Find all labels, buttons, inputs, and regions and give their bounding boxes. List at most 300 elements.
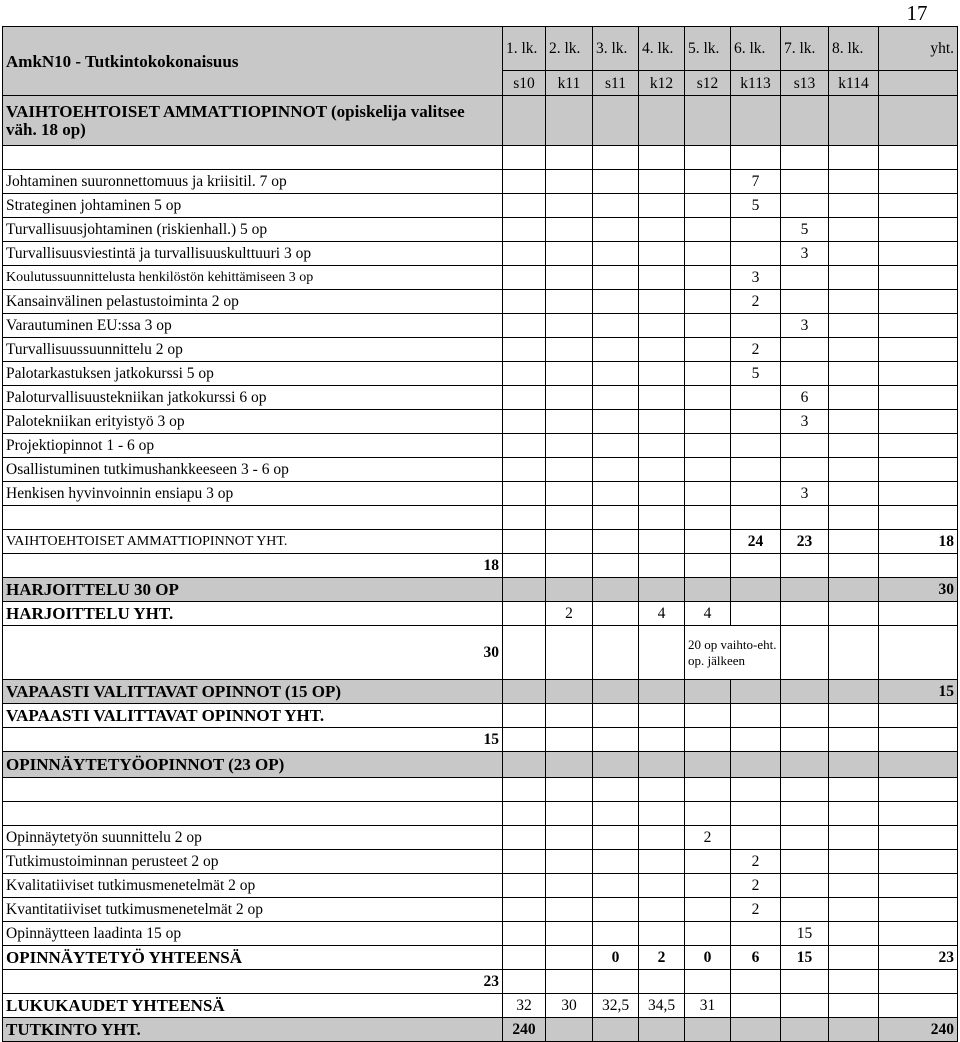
thesis-course-row: [3, 874, 958, 898]
empty-cell: [593, 338, 639, 362]
empty-cell: [781, 826, 829, 850]
empty-cell: [593, 680, 639, 704]
empty-cell: [829, 578, 879, 602]
empty-cell: [879, 826, 958, 850]
semester-code: k113: [731, 71, 781, 96]
empty-cell: [879, 362, 958, 386]
empty-cell: [593, 898, 639, 922]
internship-extra: 30: [3, 626, 503, 680]
empty-cell: [503, 314, 546, 338]
empty-cell: [879, 874, 958, 898]
empty-cell: [879, 554, 958, 578]
empty-cell: [546, 946, 593, 970]
empty-cell: [639, 680, 685, 704]
empty-cell: [503, 970, 546, 994]
empty-cell: [593, 530, 639, 554]
semester-total-value: 32: [503, 994, 546, 1018]
course-row: [3, 410, 958, 434]
empty-cell: [781, 704, 829, 728]
thesis-total-label: OPINNÄYTETYÖ YHTEENSÄ: [3, 946, 503, 970]
empty-cell: [546, 434, 593, 458]
empty-cell: [781, 994, 829, 1018]
empty-cell: [879, 338, 958, 362]
empty-cell: [829, 728, 879, 752]
empty-cell: [685, 266, 731, 290]
empty-cell: [829, 338, 879, 362]
course-row: [3, 170, 958, 194]
empty-cell: [829, 752, 879, 778]
empty-cell: [546, 778, 593, 802]
empty-cell: [731, 826, 781, 850]
course-row: [3, 266, 958, 290]
empty-cell: [731, 578, 781, 602]
empty-cell: [879, 290, 958, 314]
course-row: [3, 242, 958, 266]
empty-cell: [639, 434, 685, 458]
thesis-title: OPINNÄYTETYÖOPINNOT (23 OP): [3, 752, 503, 778]
document-title: AmkN10 - Tutkintokokonaisuus: [3, 27, 503, 96]
empty-cell: [879, 410, 958, 434]
internship-total-label: HARJOITTELU YHT.: [3, 602, 503, 626]
empty-cell: [593, 506, 639, 530]
semester-code: k12: [639, 71, 685, 96]
empty-cell: [879, 170, 958, 194]
empty-cell: [3, 506, 503, 530]
empty-cell: [829, 994, 879, 1018]
empty-cell: [639, 170, 685, 194]
total-header: yht.: [879, 27, 958, 71]
empty-cell: [503, 506, 546, 530]
header-row: [3, 27, 958, 71]
empty-cell: [731, 506, 781, 530]
empty-cell: [685, 410, 731, 434]
empty-cell: [546, 752, 593, 778]
empty-cell: [503, 778, 546, 802]
course-name: Turvallisuussuunnittelu 2 op: [3, 338, 503, 362]
course-name: Paloturvallisuustekniikan jatkokurssi 6 op: [3, 386, 503, 410]
empty-cell: [685, 922, 731, 946]
internship-sem4: 4: [639, 602, 685, 626]
empty-cell: [546, 386, 593, 410]
empty-cell: [546, 218, 593, 242]
empty-cell: [546, 704, 593, 728]
empty-cell: [503, 850, 546, 874]
free-choice-total-label: VAPAASTI VALITTAVAT OPINNOT YHT.: [3, 704, 503, 728]
course-name: Koulutussuunnittelusta henkilöstön kehittämiseen 3 op: [3, 266, 503, 290]
thesis-total-value: 0: [593, 946, 639, 970]
empty-cell: [639, 242, 685, 266]
thesis-course-row: [3, 898, 958, 922]
course-credits: 5: [731, 362, 781, 386]
empty-cell: [685, 482, 731, 506]
empty-cell: [503, 386, 546, 410]
empty-cell: [593, 266, 639, 290]
empty-cell: [829, 922, 879, 946]
empty-cell: [593, 826, 639, 850]
empty-cell: [731, 752, 781, 778]
empty-cell: [639, 146, 685, 170]
empty-cell: [639, 458, 685, 482]
spacer-row: [3, 506, 958, 530]
empty-cell: [503, 578, 546, 602]
empty-cell: [781, 602, 829, 626]
empty-cell: [546, 506, 593, 530]
page-number: 17: [906, 1, 928, 25]
course-name: Varautuminen EU:ssa 3 op: [3, 314, 503, 338]
internship-title-row: [3, 578, 958, 602]
empty-cell: [546, 530, 593, 554]
empty-cell: [731, 218, 781, 242]
empty-cell: [829, 946, 879, 970]
empty-cell: [503, 752, 546, 778]
empty-cell: [546, 266, 593, 290]
empty-cell: [685, 362, 731, 386]
empty-cell: [546, 1018, 593, 1042]
empty-cell: [731, 482, 781, 506]
course-row: [3, 218, 958, 242]
empty-cell: [731, 994, 781, 1018]
optional-total-row: [3, 530, 958, 554]
semester-header: 1. lk.: [503, 27, 546, 71]
empty-cell: [879, 728, 958, 752]
course-name: Palotekniikan erityistyö 3 op: [3, 410, 503, 434]
empty-cell: [685, 970, 731, 994]
empty-cell: [546, 802, 593, 826]
semester-total-value: 31: [685, 994, 731, 1018]
course-row: [3, 386, 958, 410]
empty-cell: [829, 146, 879, 170]
semester-total-value: 34,5: [639, 994, 685, 1018]
semesters-total-label: LUKUKAUDET YHTEENSÄ: [3, 994, 503, 1018]
empty-cell: [781, 802, 829, 826]
empty-cell: [546, 146, 593, 170]
course-credits: 5: [731, 194, 781, 218]
empty-cell: [546, 898, 593, 922]
empty-cell: [546, 680, 593, 704]
section-title-row: [3, 96, 958, 146]
empty-cell: [546, 194, 593, 218]
course-name: Kansainvälinen pelastustoiminta 2 op: [3, 290, 503, 314]
empty-cell: [685, 386, 731, 410]
empty-cell: [546, 850, 593, 874]
empty-cell: [829, 680, 879, 704]
empty-cell: [639, 970, 685, 994]
empty-cell: [503, 338, 546, 362]
empty-cell: [685, 434, 731, 458]
empty-cell: [503, 458, 546, 482]
empty-cell: [879, 994, 958, 1018]
empty-cell: [593, 874, 639, 898]
course-row: [3, 194, 958, 218]
empty-cell: [781, 874, 829, 898]
semester-header: 4. lk.: [639, 27, 685, 71]
empty-cell: [639, 482, 685, 506]
empty-cell: [685, 506, 731, 530]
thesis-course-name: Opinnäytteen laadinta 15 op: [3, 922, 503, 946]
empty-cell: [503, 704, 546, 728]
thesis-course-name: Kvantitatiiviset tutkimusmenetelmät 2 op: [3, 898, 503, 922]
empty-cell: [879, 482, 958, 506]
empty-cell: [781, 266, 829, 290]
empty-cell: [731, 680, 781, 704]
empty-cell: [685, 530, 731, 554]
empty-cell: [503, 434, 546, 458]
empty-cell: [639, 96, 685, 146]
internship-note-row: [3, 626, 958, 680]
empty-cell: [879, 96, 958, 146]
empty-cell: [593, 482, 639, 506]
empty-cell: [503, 826, 546, 850]
empty-cell: [781, 362, 829, 386]
empty-cell: [781, 96, 829, 146]
empty-cell: [685, 1018, 731, 1042]
optional-total-sem7: 23: [781, 530, 829, 554]
empty-cell: [639, 728, 685, 752]
empty-cell: [546, 626, 593, 680]
empty-cell: [829, 266, 879, 290]
empty-cell: [781, 506, 829, 530]
empty-cell: [879, 242, 958, 266]
internship-sem2: 2: [546, 602, 593, 626]
degree-total-row: [3, 1018, 958, 1042]
thesis-total-yht: 23: [879, 946, 958, 970]
course-name: Projektiopinnot 1 - 6 op: [3, 434, 503, 458]
empty-cell: [639, 704, 685, 728]
course-row: [3, 290, 958, 314]
empty-cell: [685, 554, 731, 578]
empty-cell: [593, 602, 639, 626]
empty-cell: [593, 386, 639, 410]
thesis-course-credits: 2: [685, 826, 731, 850]
empty-cell: [593, 410, 639, 434]
empty-cell: [593, 752, 639, 778]
empty-cell: [639, 314, 685, 338]
empty-cell: [639, 290, 685, 314]
empty-cell: [829, 170, 879, 194]
course-name: Osallistuminen tutkimushankkeeseen 3 - 6 op: [3, 458, 503, 482]
free-choice-title-yht: 15: [879, 680, 958, 704]
semester-header: 6. lk.: [731, 27, 781, 71]
internship-total-row: [3, 602, 958, 626]
free-choice-title-row: [3, 680, 958, 704]
empty-cell: [685, 874, 731, 898]
empty-cell: [3, 778, 503, 802]
empty-cell: [593, 434, 639, 458]
empty-cell: [829, 506, 879, 530]
empty-cell: [593, 170, 639, 194]
empty-cell: [781, 898, 829, 922]
empty-cell: [639, 530, 685, 554]
empty-cell: [879, 386, 958, 410]
empty-cell: [639, 266, 685, 290]
empty-cell: [639, 554, 685, 578]
empty-cell: [781, 778, 829, 802]
empty-cell: [731, 1018, 781, 1042]
thesis-extra-row: [3, 970, 958, 994]
empty-cell: [879, 146, 958, 170]
empty-cell: [731, 602, 781, 626]
semester-total-value: 30: [546, 994, 593, 1018]
empty-cell: [829, 530, 879, 554]
empty-cell: [546, 458, 593, 482]
course-credits: 6: [781, 386, 829, 410]
course-row: [3, 314, 958, 338]
thesis-total-value: 6: [731, 946, 781, 970]
empty-cell: [639, 898, 685, 922]
empty-cell: [546, 728, 593, 752]
thesis-course-credits: 2: [731, 850, 781, 874]
course-row: [3, 362, 958, 386]
thesis-total-row: [3, 946, 958, 970]
thesis-course-name: Kvalitatiiviset tutkimusmenetelmät 2 op: [3, 874, 503, 898]
empty-cell: [685, 778, 731, 802]
empty-cell: [731, 970, 781, 994]
empty-cell: [685, 752, 731, 778]
course-credits: 2: [731, 338, 781, 362]
empty-cell: [503, 242, 546, 266]
empty-cell: [781, 434, 829, 458]
internship-title: HARJOITTELU 30 OP: [3, 578, 503, 602]
empty-cell: [639, 410, 685, 434]
course-name: Turvallisuusjohtaminen (riskienhall.) 5 op: [3, 218, 503, 242]
empty-cell: [639, 826, 685, 850]
empty-cell: [546, 578, 593, 602]
empty-cell: [593, 194, 639, 218]
spacer-row: [3, 146, 958, 170]
empty-cell: [879, 602, 958, 626]
empty-cell: [731, 146, 781, 170]
course-name: Turvallisuusviestintä ja turvallisuuskulttuuri 3 op: [3, 242, 503, 266]
empty-cell: [685, 458, 731, 482]
empty-cell: [829, 482, 879, 506]
empty-cell: [685, 146, 731, 170]
empty-cell: [639, 626, 685, 680]
course-credits: 3: [781, 242, 829, 266]
empty-cell: [879, 850, 958, 874]
empty-cell: [593, 578, 639, 602]
optional-total-sem6: 24: [731, 530, 781, 554]
course-name: Johtaminen suuronnettomuus ja kriisitil. 7 op: [3, 170, 503, 194]
empty-cell: [781, 752, 829, 778]
empty-cell: [503, 146, 546, 170]
semester-total-value: 32,5: [593, 994, 639, 1018]
course-credits: 2: [731, 290, 781, 314]
thesis-course-credits: 2: [731, 898, 781, 922]
empty-cell: [593, 626, 639, 680]
empty-cell: [781, 970, 829, 994]
empty-cell: [829, 826, 879, 850]
empty-cell: [685, 314, 731, 338]
optional-total-extra: 18: [3, 554, 503, 578]
semester-code: s10: [503, 71, 546, 96]
empty-cell: [879, 266, 958, 290]
empty-cell: [781, 850, 829, 874]
empty-cell: [879, 970, 958, 994]
course-credits: 3: [781, 482, 829, 506]
course-credits: 5: [781, 218, 829, 242]
empty-cell: [593, 1018, 639, 1042]
empty-cell: [731, 728, 781, 752]
empty-cell: [731, 386, 781, 410]
empty-cell: [829, 1018, 879, 1042]
empty-cell: [829, 242, 879, 266]
empty-cell: [3, 802, 503, 826]
empty-cell: [829, 626, 879, 680]
empty-cell: [685, 218, 731, 242]
empty-cell: [829, 802, 879, 826]
empty-cell: [829, 554, 879, 578]
semester-code: k114: [829, 71, 879, 96]
empty-cell: [593, 802, 639, 826]
empty-cell: [639, 874, 685, 898]
empty-cell: [639, 922, 685, 946]
empty-cell: [781, 680, 829, 704]
empty-cell: [685, 96, 731, 146]
empty-cell: [3, 146, 503, 170]
empty-cell: [593, 290, 639, 314]
empty-cell: [546, 314, 593, 338]
empty-cell: [829, 458, 879, 482]
degree-total-value: 240: [503, 1018, 546, 1042]
empty-cell: [781, 290, 829, 314]
empty-cell: [593, 458, 639, 482]
course-credits: 3: [781, 410, 829, 434]
semester-header: 7. lk.: [781, 27, 829, 71]
empty-cell: [879, 434, 958, 458]
empty-cell: [731, 410, 781, 434]
empty-cell: [593, 970, 639, 994]
empty-cell: [685, 680, 731, 704]
empty-cell: [593, 314, 639, 338]
empty-cell: [685, 802, 731, 826]
spacer-row: [3, 778, 958, 802]
empty-cell: [503, 802, 546, 826]
semester-code: s12: [685, 71, 731, 96]
empty-cell: [503, 898, 546, 922]
semesters-total-row: [3, 994, 958, 1018]
empty-cell: [731, 802, 781, 826]
optional-total-label: VAIHTOEHTOISET AMMATTIOPINNOT YHT.: [3, 530, 503, 554]
empty-cell: [593, 704, 639, 728]
empty-cell: [546, 362, 593, 386]
empty-cell: [879, 458, 958, 482]
empty-cell: [503, 922, 546, 946]
thesis-total-value: 15: [781, 946, 829, 970]
empty-cell: [685, 704, 731, 728]
empty-cell: [546, 554, 593, 578]
semester-header: 3. lk.: [593, 27, 639, 71]
degree-total-yht: 240: [879, 1018, 958, 1042]
course-credits: 3: [731, 266, 781, 290]
empty-cell: [593, 728, 639, 752]
thesis-course-row: [3, 826, 958, 850]
empty-cell: [685, 578, 731, 602]
empty-cell: [685, 170, 731, 194]
empty-cell: [829, 434, 879, 458]
thesis-course-credits: 2: [731, 874, 781, 898]
semester-header: 8. lk.: [829, 27, 879, 71]
empty-cell: [546, 826, 593, 850]
empty-cell: [731, 554, 781, 578]
empty-cell: [503, 482, 546, 506]
curriculum-table: [2, 26, 958, 1042]
empty-cell: [546, 922, 593, 946]
empty-cell: [731, 458, 781, 482]
empty-cell: [593, 922, 639, 946]
empty-cell: [781, 1018, 829, 1042]
free-choice-extra-row: [3, 728, 958, 752]
empty-cell: [879, 704, 958, 728]
